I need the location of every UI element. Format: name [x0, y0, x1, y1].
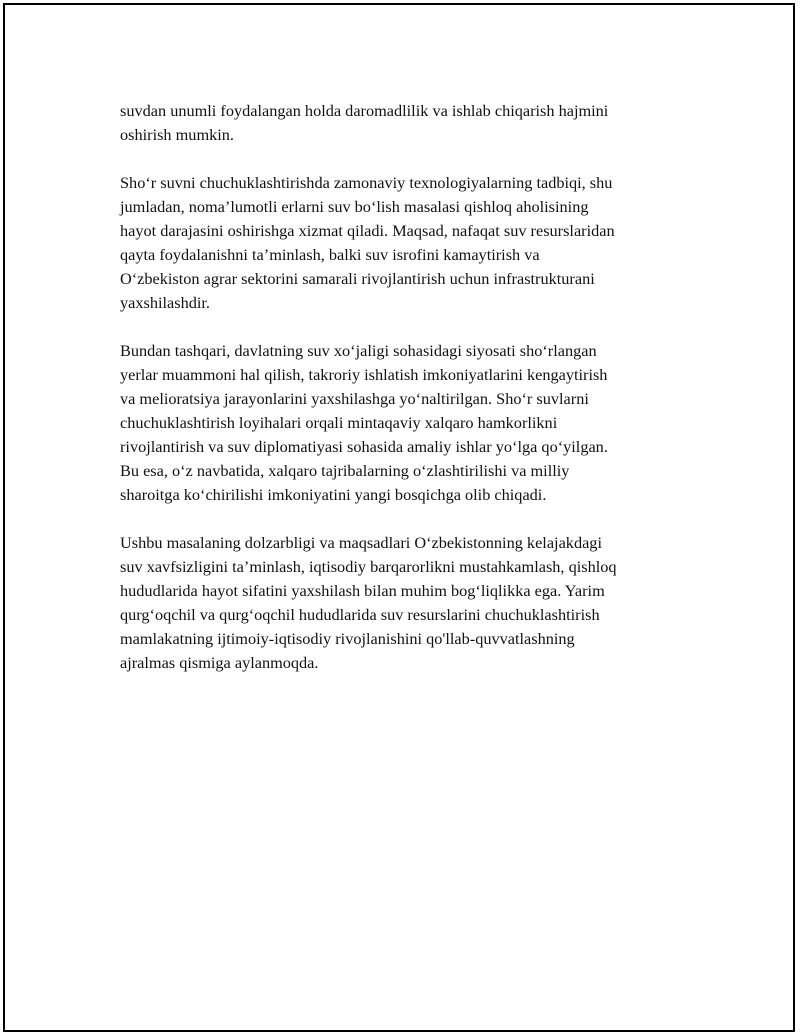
paragraph-4: Ushbu masalaning dolzarbligi va maqsadlari O‘zbekistonning kelajakdagi suv xavfsizligini ta’minlash, iqtisodiy barqarorlikni mustahkamlash, qishloq hududlarida hayot sifatini yaxshilash bilan muhim bog‘liqlikka ega. Yarim qurg‘oqchil va qurg‘oqchil hududlarida suv resurslarini chuchuklashtirish mamlakatning ijtimoiy-iqtisodiy rivojlanishini qo'llab-quvvatlashning ajralmas qismiga aylanmoqda.: [120, 533, 617, 672]
paragraph-1: suvdan unumli foydalangan holda daromadlilik va ishlab chiqarish hajmini oshirish mumkin.: [120, 101, 609, 144]
document-body: [120, 99, 685, 699]
paragraph-2: Sho‘r suvni chuchuklashtirishda zamonaviy texnologiyalarning tadbiqi, shu jumladan, noma’lumotli erlarni suv bo‘lish masalasi qishloq aholisining hayot darajasini oshirishga xizmat qiladi. Maqsad, nafaqat suv resurslaridan qayta foydalanishni ta’minlash, balki suv isrofini kamaytirish va O‘zbekiston agrar sektorini samarali rivojlantirish uchun infrastrukturani yaxshilashdir.: [120, 173, 615, 312]
document-page: [3, 3, 795, 1032]
paragraph-3: Bundan tashqari, davlatning suv xo‘jaligi sohasidagi siyosati sho‘rlangan yerlar muammoni hal qilish, takroriy ishlatish imkoniyatlarini kengaytirish va melioratsiya jarayonlarini yaxshilashga yo‘naltirilgan. Sho‘r suvlarni chuchuklashtirish loyihalari orqali mintaqaviy xalqaro hamkorlikni rivojlantirish va suv diplomatiyasi sohasida amaliy ishlar yo‘lga qo‘yilgan. Bu esa, o‘z navbatida, xalqaro tajribalarning o‘zlashtirilishi va milliy sharoitga ko‘chirilishi imkoniyatini yangi bosqichga olib chiqadi.: [120, 341, 608, 504]
